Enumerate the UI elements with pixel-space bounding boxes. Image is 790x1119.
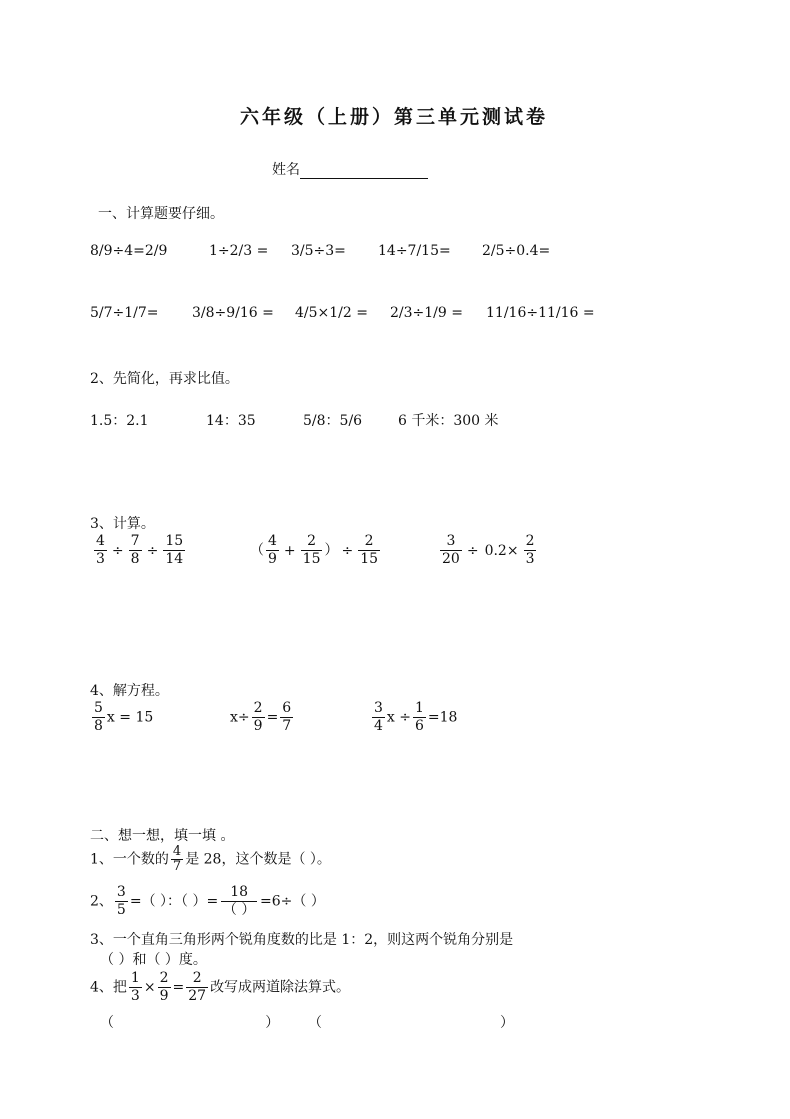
name-label: 姓名 <box>272 162 300 178</box>
ratio-item: 5/8：5/6 <box>303 413 363 429</box>
fill-question-1: 1、一个数的 $\frac{4}{7}$ 是 28，这个数是（ ）。 <box>90 844 331 874</box>
fill-question-4: 4、把 $\frac{1}{3}$ × $\frac{2}{9}$ = $\frac{2}{27}$ 改写成两道除法算式。 <box>90 970 351 1004</box>
fraction: $\frac{1}{6}$ <box>415 700 424 734</box>
fraction: $\frac{4}{3}$ <box>96 533 105 567</box>
calc-item: 3/8÷9/16 = <box>192 305 274 321</box>
fraction: $\frac{3}{20}$ <box>442 533 460 567</box>
calc-item: 2/5÷0.4= <box>482 243 551 259</box>
calc-expression-1: $\frac{4}{3}$ ÷ $\frac{7}{8}$ ÷ $\frac{15}{14}$ <box>96 533 184 567</box>
fraction: $\frac{3}{5}$ <box>116 884 126 918</box>
page-title: 六年级（上册）第三单元测试卷 <box>240 106 549 128</box>
fraction: $\frac{1}{3}$ <box>130 970 140 1004</box>
fraction: $\frac{2}{15}$ <box>302 533 321 567</box>
section3-heading: 3、计算。 <box>90 516 155 532</box>
fraction: $\frac{4}{9}$ <box>268 533 277 567</box>
fraction: $\frac{4}{7}$ <box>172 844 182 874</box>
ratio-item: 14：35 <box>206 413 256 429</box>
calc-item: 4/5×1/2 = <box>295 305 368 321</box>
fraction: $\frac{18}{( )}$ <box>222 884 256 918</box>
calc-item: 8/9÷4=2/9 <box>90 243 168 259</box>
fraction: $\frac{2}{27}$ <box>188 970 207 1004</box>
fraction: $\frac{7}{8}$ <box>130 533 140 567</box>
calc-expression-2: （ $\frac{4}{9}$ + $\frac{2}{15}$ ） ÷ $\frac{2}{15}$ <box>250 533 379 567</box>
fill-question-3-line2: （ ）和（ ）度。 <box>100 952 207 968</box>
fill-question-3-line1: 3、一个直角三角形两个锐角度数的比是 1：2，则这两个锐角分别是 <box>90 932 514 948</box>
ratio-item: 1.5：2.1 <box>90 413 149 429</box>
fraction: $\frac{6}{7}$ <box>282 700 292 734</box>
answer-blank[interactable]: （ ） <box>100 1015 280 1031</box>
fraction: $\frac{15}{14}$ <box>165 533 184 567</box>
calc-item: 14÷7/15= <box>378 243 451 259</box>
fill-question-2: 2、 $\frac{3}{5}$ =（ ）：（ ）= $\frac{18}{( )}$ =6÷（ ） <box>90 884 325 918</box>
fraction: $\frac{2}{9}$ <box>253 700 263 734</box>
calc-item: 2/3÷1/9 = <box>390 305 463 321</box>
calc-item: 1÷2/3 = <box>209 243 269 259</box>
name-row <box>272 159 428 179</box>
fraction: $\frac{3}{4}$ <box>374 700 383 734</box>
name-input-line[interactable] <box>300 162 428 179</box>
section1-heading: 一、计算题要仔细。 <box>98 206 224 222</box>
fraction: $\frac{2}{15}$ <box>360 533 379 567</box>
equation-1: $\frac{5}{8}$ x = 15 <box>94 700 154 734</box>
ratio-item: 6 千米：300 米 <box>398 413 499 429</box>
calc-item: 11/16÷11/16 = <box>486 305 595 321</box>
calc-item: 5/7÷1/7= <box>90 305 159 321</box>
section2-heading: 2、先简化，再求比值。 <box>90 371 239 387</box>
calc-expression-3: $\frac{3}{20}$ ÷ 0.2× $\frac{2}{3}$ <box>442 533 535 567</box>
equation-3: $\frac{3}{4}$ x ÷ $\frac{1}{6}$ =18 <box>374 700 458 734</box>
answer-blank[interactable]: （ ） <box>308 1015 515 1031</box>
fraction: $\frac{5}{8}$ <box>94 700 103 734</box>
fraction: $\frac{2}{9}$ <box>159 970 169 1004</box>
fraction: $\frac{2}{3}$ <box>525 533 535 567</box>
equation-2: x÷ $\frac{2}{9}$ = $\frac{6}{7}$ <box>230 700 292 734</box>
calc-item: 3/5÷3= <box>291 243 346 259</box>
section4-heading: 4、解方程。 <box>90 683 169 699</box>
part2-heading: 二、想一想，填一填 。 <box>90 828 235 844</box>
